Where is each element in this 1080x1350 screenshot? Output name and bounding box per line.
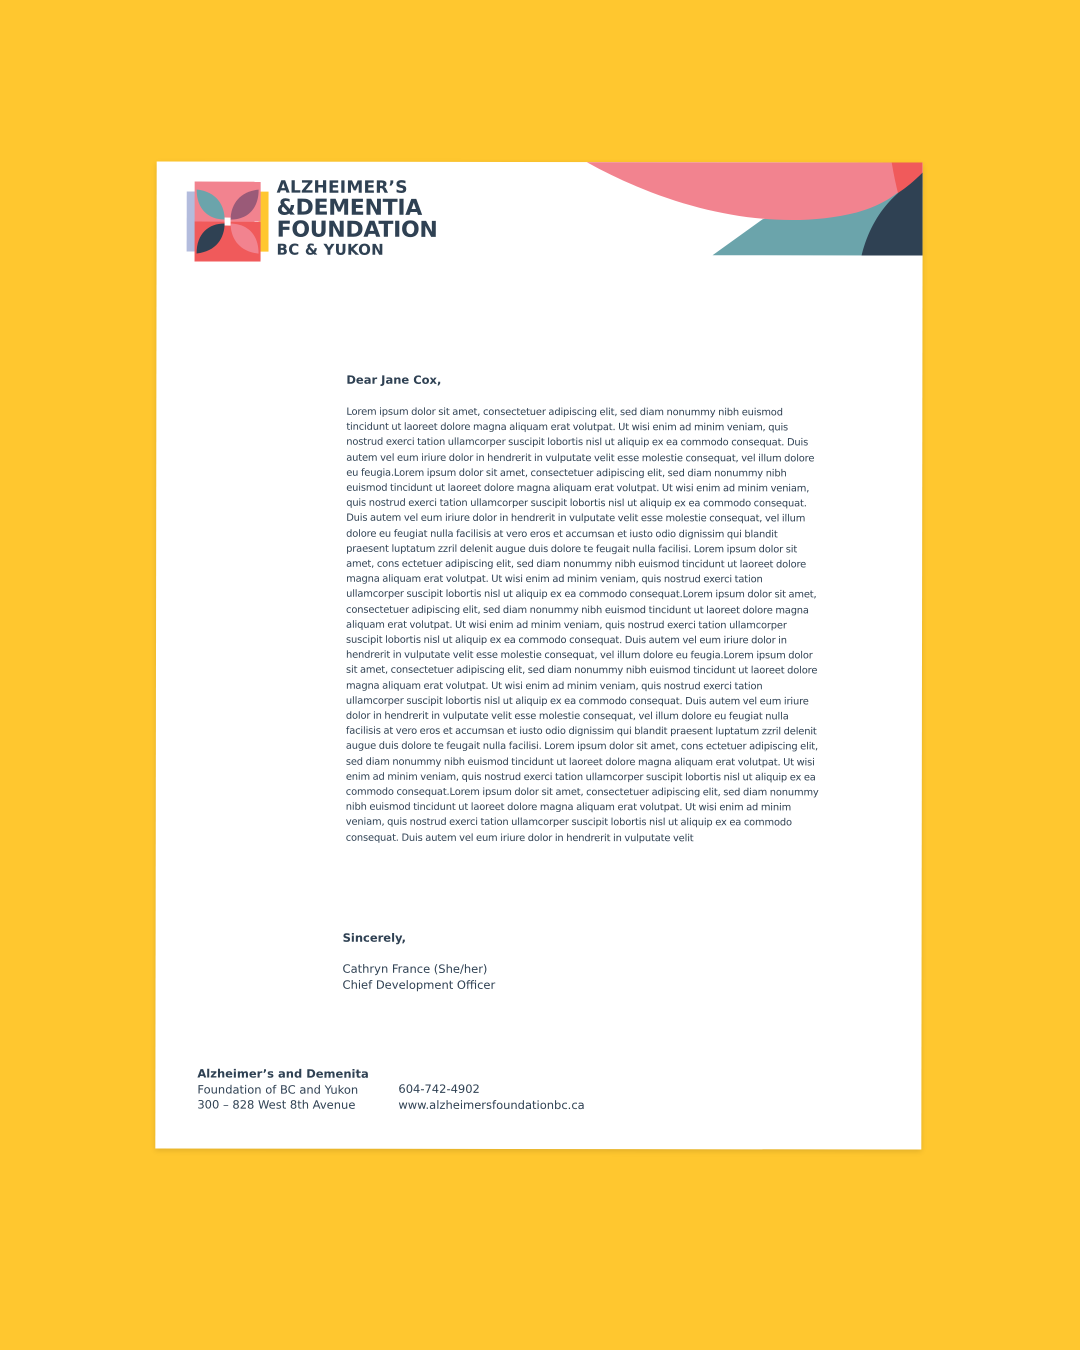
letter-closing: Sincerely, <box>342 930 407 945</box>
header-decoration <box>157 161 923 282</box>
letterhead-page <box>155 161 922 1149</box>
footer-contact-block <box>398 1082 584 1113</box>
foundation-logo-wordmark <box>276 177 438 259</box>
footer-address-block <box>197 1067 368 1114</box>
logo-line-2: &DEMENTIA <box>276 195 422 221</box>
letter-body: Lorem ipsum dolor sit amet, consectetuer adipiscing elit, sed diam nonummy nibh euismod tincidunt ut laoreet dolore magna aliquam erat volutpat. Ut wisi enim ad minim veniam, quis nostrud exerci tation ullamcorper suscipit lobortis nisl ut aliquip ex ea commodo consequat. Duis autem vel eum iriure dolor in hendrerit in vulputate velit esse molestie consequat, vel illum dolore eu feugia.Lorem ipsum dolor sit amet, consectetuer adipiscing elit, sed diam nonummy nibh euismod tincidunt ut laoreet dolore magna aliquam erat volutpat. Ut wisi enim ad minim veniam, quis nostrud exerci tation ullamcorper suscipit lobortis nisl ut aliquip ex ea commodo consequat. Duis autem vel eum iriure dolor in hendrerit in vulputate velit esse molestie consequat, vel illum dolore eu feugiat nulla facilisis at vero eros et accumsan et iusto odio dignissim qui blandit praesent luptatum zzril delenit augue duis dolore te feugait nulla facilisi. Lorem ipsum dolor sit amet, cons ectetuer adipiscing elit, sed diam nonummy nibh euismod tincidunt ut laoreet dolore magna aliquam erat volutpat. Ut wisi enim ad minim veniam, quis nostrud exerci tation ullamcorper suscipit lobortis nisl ut aliquip ex ea commodo consequat.Lorem ipsum dolor sit amet, consectetuer adipiscing elit, sed diam nonummy nibh euismod tincidunt ut laoreet dolore magna aliquam erat volutpat. Ut wisi enim ad minim veniam, quis nostrud exerci tation ullamcorper suscipit lobortis nisl ut aliquip ex ea commodo consequat. Duis autem vel eum iriure dolor in hendrerit in vulputate velit esse molestie consequat, vel illum dolore eu feugia.Lorem ipsum dolor sit amet, consectetuer adipiscing elit, sed diam nonummy nibh euismod tincidunt ut laoreet dolore magna aliquam erat volutpat. Ut wisi enim ad minim veniam, quis nostrud exerci tation ullamcorper suscipit lobortis nisl ut aliquip ex ea commodo consequat. Duis autem vel eum iriure dolor in hendrerit in vulputate velit esse molestie consequat, vel illum dolore eu feugiat nulla facilisis at vero eros et accumsan et iusto odio dignissim qui blandit praesent luptatum zzril delenit augue duis dolore te feugait nulla facilisi. Lorem ipsum dolor sit amet, cons ectetuer adipiscing elit, sed diam nonummy nibh euismod tincidunt ut laoreet dolore magna aliquam erat volutpat. Ut wisi enim ad minim veniam, quis nostrud exerci tation ullamcorper suscipit lobortis nisl ut aliquip ex ea commodo consequat.Lorem ipsum dolor sit amet, consectetuer adipiscing elit, sed diam nonummy nibh euismod tincidunt ut laoreet dolore magna aliquam erat volutpat. Ut wisi enim ad minim veniam, quis nostrud exerci tation ullamcorper suscipit lobortis nisl ut aliquip ex ea commodo consequat. Duis autem vel eum iriure dolor in hendrerit in vulputate velit <box>345 406 819 844</box>
footer-address: 300 – 828 West 8th Avenue <box>197 1097 356 1112</box>
footer-website-link[interactable]: www.alzheimersfoundationbc.ca <box>398 1097 585 1112</box>
logo-line-4: BC & YUKON <box>276 240 384 259</box>
foundation-logo-mark-icon <box>187 182 269 262</box>
footer-org-line-2: Foundation of BC and Yukon <box>197 1082 359 1097</box>
logo-line-1: ALZHEIMER’S <box>276 177 408 198</box>
logo-line-3: FOUNDATION <box>276 217 438 243</box>
footer-org-line-1: Alzheimer’s and Demenita <box>197 1066 369 1081</box>
letter-salutation: Dear Jane Cox, <box>346 372 442 387</box>
footer-phone: 604-742-4902 <box>398 1081 480 1096</box>
signature-title: Chief Development Officer <box>342 977 496 992</box>
signature-name: Cathryn France (She/her) <box>342 961 488 976</box>
